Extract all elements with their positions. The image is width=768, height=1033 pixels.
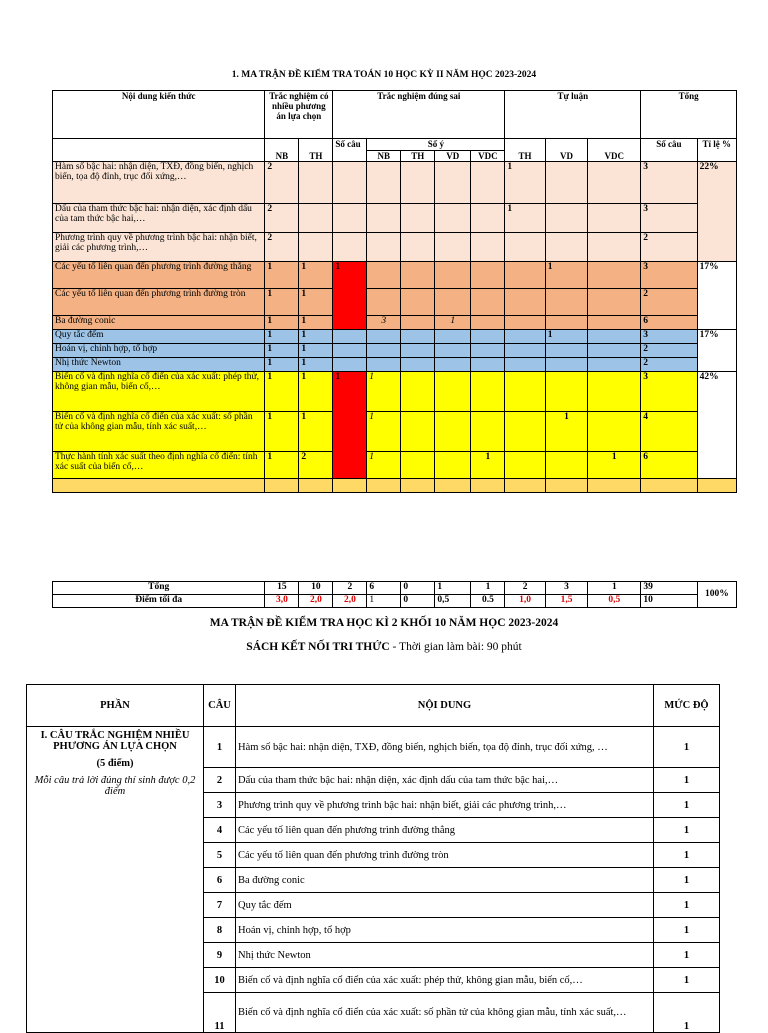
question-level: 1 <box>654 818 720 843</box>
cell-th: 2 <box>299 452 333 479</box>
score-tl-vd: 1,5 <box>545 595 587 608</box>
cell-tong: 3 <box>641 204 697 233</box>
total-ds-vdc: 1 <box>471 582 505 595</box>
header-ds-nb: NB <box>367 151 401 162</box>
table-row <box>53 162 737 204</box>
score-th: 2,0 <box>299 595 333 608</box>
header-so-y: Số ý <box>367 139 505 151</box>
cell-ds-nb: 1 <box>367 452 401 479</box>
table-row <box>53 452 737 479</box>
total-tl-th: 2 <box>505 582 545 595</box>
cell-th: 1 <box>299 262 333 289</box>
cell-nb: 1 <box>265 372 299 412</box>
cell-tl-th: 1 <box>505 162 545 204</box>
question-content: Nhị thức Newton <box>236 943 654 968</box>
header-phan: PHẦN <box>27 685 204 727</box>
question-number: 5 <box>204 843 236 868</box>
row-content: Biến cố và định nghĩa cổ điển của xác xuất: số phần tử của không gian mẫu, tính xác suất,… <box>53 412 265 452</box>
row-content: Quy tắc đếm <box>53 330 265 344</box>
totals-row <box>53 582 737 595</box>
cell-ds-nb: 1 <box>367 412 401 452</box>
question-content: Dấu của tham thức bậc hai: nhận diện, xác định dấu của tam thức bậc hai,… <box>236 768 654 793</box>
total-tl-vdc: 1 <box>588 582 641 595</box>
matrix-title: 1. MA TRẬN ĐỀ KIỂM TRA TOÁN 10 HỌC KỲ II NĂM HỌC 2023-2024 <box>231 70 537 80</box>
total-tl-vd: 3 <box>545 582 587 595</box>
question-content: Phương trình quy về phương trình bậc hai: nhận biết, giải các phương trình,… <box>236 793 654 818</box>
question-number: 6 <box>204 868 236 893</box>
cell-th: 1 <box>299 330 333 344</box>
table-row <box>53 479 737 493</box>
question-number: 3 <box>204 793 236 818</box>
exam-subtitle <box>0 641 768 653</box>
header-noi-dung: Nội dung kiến thức <box>53 91 265 139</box>
exam-duration: - Thời gian làm bài: 90 phút <box>389 641 522 653</box>
row-content: Nhị thức Newton <box>53 358 265 372</box>
total-so-cau: 2 <box>333 582 367 595</box>
header-tu-luan: Tự luận <box>505 91 641 139</box>
header-tl-th: TH <box>505 139 545 162</box>
cell-tong: 2 <box>641 344 697 358</box>
score-ds-vd: 0,5 <box>435 595 471 608</box>
exam-title: MA TRẬN ĐỀ KIỂM TRA HỌC KÌ 2 KHỐI 10 NĂM HỌC 2023-2024 <box>209 617 559 629</box>
row-content: Các yếu tố liên quan đến phương trình đường thẳng <box>53 262 265 289</box>
total-nb: 15 <box>265 582 299 595</box>
question-number: 4 <box>204 818 236 843</box>
question-level: 1 <box>654 768 720 793</box>
cell-tl-vd: 1 <box>545 262 587 289</box>
score-tl-th: 1,0 <box>505 595 545 608</box>
cell-nb: 2 <box>265 233 299 262</box>
totals-table <box>52 581 737 608</box>
question-number: 8 <box>204 918 236 943</box>
table-row <box>53 372 737 412</box>
cell-tong: 2 <box>641 289 697 316</box>
question-content: Hàm số bậc hai: nhận diện, TXĐ, đồng biến, nghịch biến, tọa độ đỉnh, trục đối xứng, … <box>236 727 654 768</box>
header-muc-do: MỨC ĐỘ <box>654 685 720 727</box>
question-level: 1 <box>654 943 720 968</box>
cell-tl-vd: 1 <box>545 330 587 344</box>
row-content: Thực hành tính xác suất theo định nghĩa cổ điển: tính xác suất của biến cố,… <box>53 452 265 479</box>
question-level: 1 <box>654 893 720 918</box>
total-th: 10 <box>299 582 333 595</box>
cell-ds-nb: 1 <box>367 372 401 412</box>
table-row <box>53 412 737 452</box>
cell-tile: 22% <box>697 162 736 262</box>
cell-tl-vdc: 1 <box>588 452 641 479</box>
question-level: 1 <box>654 868 720 893</box>
cell-ds-nb: 3 <box>367 316 401 330</box>
cell-th: 1 <box>299 316 333 330</box>
question-number: 7 <box>204 893 236 918</box>
table-row <box>27 727 720 768</box>
total-ds-th: 0 <box>401 582 435 595</box>
cell-tong: 3 <box>641 372 697 412</box>
cell-th: 1 <box>299 289 333 316</box>
cell-nb: 1 <box>265 289 299 316</box>
cell-nb: 2 <box>265 162 299 204</box>
total-ds-nb: 6 <box>367 582 401 595</box>
header-cau: CÂU <box>204 685 236 727</box>
total-so-cau-tong: 39 <box>641 582 697 595</box>
cell-th: 1 <box>299 412 333 452</box>
score-ds-nb: 1 <box>367 595 401 608</box>
header-tl-vd: VD <box>545 139 587 162</box>
cell-th: 1 <box>299 372 333 412</box>
question-content: Quy tắc đếm <box>236 893 654 918</box>
cell-nb: 1 <box>265 412 299 452</box>
cell-tong: 6 <box>641 316 697 330</box>
knowledge-matrix-table <box>52 90 737 493</box>
header-tong: Tổng <box>641 91 737 139</box>
cell-th: 1 <box>299 358 333 372</box>
cell-tong: 6 <box>641 452 697 479</box>
question-level: 1 <box>654 727 720 768</box>
cell-th: 1 <box>299 344 333 358</box>
row-content: Ba đường conic <box>53 316 265 330</box>
header-tn-nhieu: Trắc nghiệm có nhiều phương án lựa chọn <box>265 91 333 139</box>
total-percent: 100% <box>697 582 736 608</box>
question-content: Biến cố và định nghĩa cổ điển của xác xuất: phép thử, không gian mẫu, biến cố,… <box>236 968 654 993</box>
table-row <box>53 289 737 316</box>
question-level: 1 <box>654 843 720 868</box>
header-tn-dung-sai: Trắc nghiệm đúng sai <box>333 91 505 139</box>
table-row <box>53 344 737 358</box>
header-so-cau-tong: Số câu <box>641 139 697 162</box>
cell-nb: 1 <box>265 452 299 479</box>
cell-ds-vd: 1 <box>435 316 471 330</box>
header-ds-th: TH <box>401 151 435 162</box>
question-content: Biến cố và định nghĩa cổ điển của xác xuất: số phần tử của không gian mẫu, tính xác suất,… <box>236 993 654 1033</box>
question-level: 1 <box>654 793 720 818</box>
cell-tong: 3 <box>641 330 697 344</box>
question-number: 10 <box>204 968 236 993</box>
cell-nb: 1 <box>265 262 299 289</box>
cell-tong: 2 <box>641 358 697 372</box>
cell-tile: 17% <box>697 262 736 330</box>
score-ds-vdc: 0.5 <box>471 595 505 608</box>
score-tl-vdc: 0,5 <box>588 595 641 608</box>
cell-nb: 2 <box>265 204 299 233</box>
cell-so-cau: 1 <box>333 262 367 330</box>
phan-1-points: (5 điểm) <box>96 758 134 769</box>
scores-row <box>53 595 737 608</box>
row-content: Phương trình quy về phương trình bậc hai: nhận biết, giải các phương trình,… <box>53 233 265 262</box>
table-row <box>53 204 737 233</box>
cell-nb: 1 <box>265 344 299 358</box>
row-content: Biến cố và định nghĩa cổ điển của xác xuất: phép thử, không gian mẫu, biến cố,… <box>53 372 265 412</box>
cell-tong: 2 <box>641 233 697 262</box>
phan-1-cell <box>27 727 204 1033</box>
table-row <box>53 358 737 372</box>
cell-tl-vd: 1 <box>545 412 587 452</box>
question-number: 1 <box>204 727 236 768</box>
header-ti-le: Tỉ lệ % <box>697 139 736 162</box>
detail-header-row <box>27 685 720 727</box>
cell-nb: 1 <box>265 358 299 372</box>
question-content: Các yếu tố liên quan đến phương trình đường thẳng <box>236 818 654 843</box>
phan-1-title: I. CÂU TRẮC NGHIỆM NHIỀU PHƯƠNG ÁN LỰA CHỌN <box>40 730 190 752</box>
score-so-cau: 2,0 <box>333 595 367 608</box>
cell-nb: 1 <box>265 330 299 344</box>
header-ds-vdc: VDC <box>471 151 505 162</box>
question-content: Hoán vị, chỉnh hợp, tổ hợp <box>236 918 654 943</box>
scores-label: Điểm tối đa <box>53 595 265 608</box>
total-ds-vd: 1 <box>435 582 471 595</box>
question-level: 1 <box>654 918 720 943</box>
score-ds-th: 0 <box>401 595 435 608</box>
question-detail-table <box>26 684 720 1033</box>
question-level: 1 <box>654 993 720 1033</box>
row-content: Các yếu tố liên quan đến phương trình đường tròn <box>53 289 265 316</box>
header-nb: NB <box>265 139 299 162</box>
cell-nb: 1 <box>265 316 299 330</box>
row-content: Hoán vị, chỉnh hợp, tổ hợp <box>53 344 265 358</box>
question-number: 2 <box>204 768 236 793</box>
score-nb: 3,0 <box>265 595 299 608</box>
question-content: Các yếu tố liên quan đến phương trình đường tròn <box>236 843 654 868</box>
question-number: 9 <box>204 943 236 968</box>
cell-ds-vdc: 1 <box>471 452 505 479</box>
table-row <box>53 262 737 289</box>
cell-tl-th: 1 <box>505 204 545 233</box>
cell-tong: 3 <box>641 262 697 289</box>
cell-tile: 17% <box>697 330 736 372</box>
cell-so-cau: 1 <box>333 372 367 479</box>
header-noi-dung-detail: NỘI DUNG <box>236 685 654 727</box>
header-ds-vd: VD <box>435 151 471 162</box>
cell-tong: 3 <box>641 162 697 204</box>
header-th: TH <box>299 139 333 162</box>
row-content: Hàm số bậc hai: nhận diện, TXĐ, đồng biến, nghịch biến, tọa độ đỉnh, trục đối xứng,… <box>53 162 265 204</box>
question-number: 11 <box>204 993 236 1033</box>
cell-tile: 42% <box>697 372 736 479</box>
totals-label: Tổng <box>53 582 265 595</box>
phan-1-note: Mỗi câu trả lời đúng thí sinh được 0,2 điểm <box>34 775 196 797</box>
header-tl-vdc: VDC <box>588 139 641 162</box>
table-row <box>53 330 737 344</box>
score-total: 10 <box>641 595 697 608</box>
book-series: SÁCH KẾT NỐI TRI THỨC <box>246 641 390 653</box>
question-level: 1 <box>654 968 720 993</box>
table-row <box>53 233 737 262</box>
row-content: Dấu của tham thức bậc hai: nhận diện, xác định dấu của tam thức bậc hai,… <box>53 204 265 233</box>
cell-tong: 4 <box>641 412 697 452</box>
header-so-cau: Số câu <box>333 139 367 162</box>
question-content: Ba đường conic <box>236 868 654 893</box>
table-row <box>53 316 737 330</box>
